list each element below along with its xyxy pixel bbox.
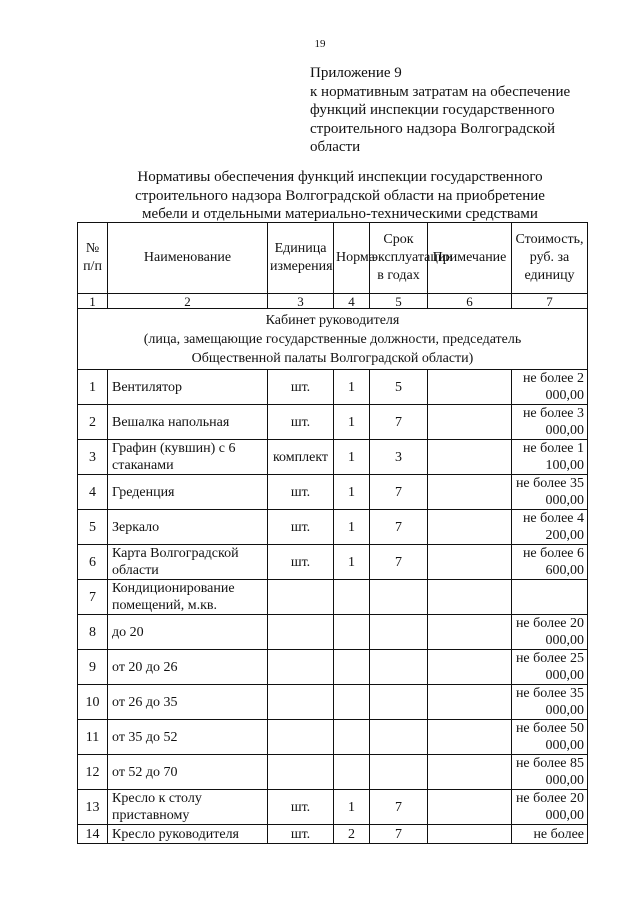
appendix-line: строительного надзора Волгоградской — [310, 120, 555, 137]
cell-name: Кондиционирование помещений, м.кв. — [108, 580, 268, 615]
cell-note — [428, 370, 512, 405]
table-row — [78, 650, 588, 685]
cell-unit — [268, 580, 334, 615]
cell-cost: не более 20 000,00 — [512, 615, 588, 650]
cell-no: 4 — [78, 475, 108, 510]
cell-cost: не более 2 000,00 — [512, 370, 588, 405]
cell-norm — [334, 720, 370, 755]
cell-name: Карта Волгоградской области — [108, 545, 268, 580]
norms-table — [77, 222, 588, 844]
header-name: Наименование — [108, 223, 268, 294]
column-number: 2 — [108, 294, 268, 309]
cell-no: 9 — [78, 650, 108, 685]
cell-note — [428, 825, 512, 844]
title-line: мебели и отдельными материально-техническими средствами — [142, 206, 538, 222]
title-line: строительного надзора Волгоградской области на приобретение — [135, 187, 545, 204]
cell-norm — [334, 755, 370, 790]
cell-unit: шт. — [268, 545, 334, 580]
cell-norm — [334, 580, 370, 615]
table-row — [78, 720, 588, 755]
cell-life — [370, 755, 428, 790]
table-row — [78, 545, 588, 580]
table-row — [78, 755, 588, 790]
table-row — [78, 510, 588, 545]
cell-no: 6 — [78, 545, 108, 580]
table-row — [78, 405, 588, 440]
appendix-line: области — [310, 139, 361, 155]
cell-norm: 2 — [334, 825, 370, 844]
cell-name: до 20 — [108, 615, 268, 650]
header-unit: Единица измерения — [268, 223, 334, 294]
title-line: Нормативы обеспечения функций инспекции государственного — [137, 169, 543, 185]
cell-cost: не более 35 000,00 — [512, 475, 588, 510]
cell-life: 7 — [370, 790, 428, 825]
cell-unit: шт. — [268, 825, 334, 844]
cell-no: 11 — [78, 720, 108, 755]
cell-name: Вешалка напольная — [108, 405, 268, 440]
cell-note — [428, 545, 512, 580]
cell-norm: 1 — [334, 370, 370, 405]
cell-unit: шт. — [268, 510, 334, 545]
cell-life — [370, 580, 428, 615]
column-number: 5 — [370, 294, 428, 309]
cell-unit: комплект — [268, 440, 334, 475]
section-row — [78, 309, 588, 370]
cell-name: Зеркало — [108, 510, 268, 545]
table-row — [78, 615, 588, 650]
cell-note — [428, 475, 512, 510]
cell-life: 5 — [370, 370, 428, 405]
cell-life: 7 — [370, 510, 428, 545]
cell-note — [428, 405, 512, 440]
cell-no: 10 — [78, 685, 108, 720]
cell-no: 8 — [78, 615, 108, 650]
cell-norm: 1 — [334, 790, 370, 825]
cell-norm — [334, 650, 370, 685]
cell-norm: 1 — [334, 510, 370, 545]
cell-note — [428, 440, 512, 475]
cell-name: от 35 до 52 — [108, 720, 268, 755]
cell-note — [428, 755, 512, 790]
header-life: Срок эксплуатации в годах — [370, 223, 428, 294]
header-note: Примечание — [428, 223, 512, 294]
appendix-line: к нормативным затратам на обеспечение — [310, 83, 571, 100]
cell-life — [370, 720, 428, 755]
cell-unit: шт. — [268, 370, 334, 405]
cell-unit: шт. — [268, 790, 334, 825]
cell-cost: не более 50 000,00 — [512, 720, 588, 755]
cell-life — [370, 650, 428, 685]
cell-name: Вентилятор — [108, 370, 268, 405]
appendix-line: Приложение 9 — [310, 65, 402, 81]
appendix-heading — [310, 64, 610, 157]
cell-name: Кресло руководителя — [108, 825, 268, 844]
cell-no: 3 — [78, 440, 108, 475]
cell-norm — [334, 685, 370, 720]
header-no: № п/п — [78, 223, 108, 294]
header-row — [78, 223, 588, 294]
document-title — [100, 168, 580, 224]
cell-life — [370, 615, 428, 650]
cell-no: 13 — [78, 790, 108, 825]
table-row — [78, 440, 588, 475]
page-number: 19 — [314, 38, 326, 50]
cell-life: 7 — [370, 475, 428, 510]
cell-unit — [268, 720, 334, 755]
cell-name: от 20 до 26 — [108, 650, 268, 685]
cell-note — [428, 650, 512, 685]
cell-unit: шт. — [268, 475, 334, 510]
cell-name: Кресло к столу приставному — [108, 790, 268, 825]
cell-name: от 26 до 35 — [108, 685, 268, 720]
cell-unit — [268, 615, 334, 650]
cell-unit — [268, 650, 334, 685]
cell-cost — [512, 580, 588, 615]
cell-cost: не более 20 000,00 — [512, 790, 588, 825]
cell-name: Греденция — [108, 475, 268, 510]
cell-norm: 1 — [334, 405, 370, 440]
cell-name: Графин (кувшин) с 6 стаканами — [108, 440, 268, 475]
cell-unit — [268, 685, 334, 720]
cell-cost: не более 4 200,00 — [512, 510, 588, 545]
cell-note — [428, 615, 512, 650]
cell-no: 2 — [78, 405, 108, 440]
section-line: (лица, замещающие государственные должности, председатель — [143, 331, 522, 347]
cell-life: 7 — [370, 405, 428, 440]
cell-note — [428, 720, 512, 755]
column-number: 1 — [78, 294, 108, 309]
cell-name: от 52 до 70 — [108, 755, 268, 790]
cell-cost: не более 1 100,00 — [512, 440, 588, 475]
cell-no: 1 — [78, 370, 108, 405]
appendix-line: функций инспекции государственного — [310, 102, 555, 118]
cell-unit — [268, 755, 334, 790]
table-row — [78, 790, 588, 825]
cell-cost: не более 85 000,00 — [512, 755, 588, 790]
header-norm: Норма — [334, 223, 370, 294]
cell-norm: 1 — [334, 475, 370, 510]
cell-cost: не более 3 000,00 — [512, 405, 588, 440]
cell-life: 3 — [370, 440, 428, 475]
section-line: Общественной палаты Волгоградской области) — [191, 350, 474, 366]
cell-life: 7 — [370, 545, 428, 580]
cell-cost: не более 6 600,00 — [512, 545, 588, 580]
cell-note — [428, 685, 512, 720]
cell-no: 7 — [78, 580, 108, 615]
table-row — [78, 475, 588, 510]
cell-note — [428, 790, 512, 825]
cell-norm — [334, 615, 370, 650]
cell-cost: не более 35 000,00 — [512, 685, 588, 720]
cell-no: 12 — [78, 755, 108, 790]
cell-norm: 1 — [334, 545, 370, 580]
cell-note — [428, 510, 512, 545]
column-number: 7 — [512, 294, 588, 309]
header-cost: Стоимость, руб. за единицу — [512, 223, 588, 294]
column-number: 3 — [268, 294, 334, 309]
cell-no: 14 — [78, 825, 108, 844]
table-row — [78, 685, 588, 720]
cell-norm: 1 — [334, 440, 370, 475]
table-row — [78, 825, 588, 844]
cell-cost: не более 25 000,00 — [512, 650, 588, 685]
column-number: 6 — [428, 294, 512, 309]
cell-life: 7 — [370, 825, 428, 844]
section-line: Кабинет руководителя — [265, 312, 400, 328]
column-number: 4 — [334, 294, 370, 309]
cell-note — [428, 580, 512, 615]
section-heading — [78, 309, 588, 370]
cell-cost: не более — [512, 825, 588, 844]
cell-life — [370, 685, 428, 720]
cell-no: 5 — [78, 510, 108, 545]
cell-unit: шт. — [268, 405, 334, 440]
table-row — [78, 370, 588, 405]
table-row — [78, 580, 588, 615]
column-number-row — [78, 294, 588, 309]
